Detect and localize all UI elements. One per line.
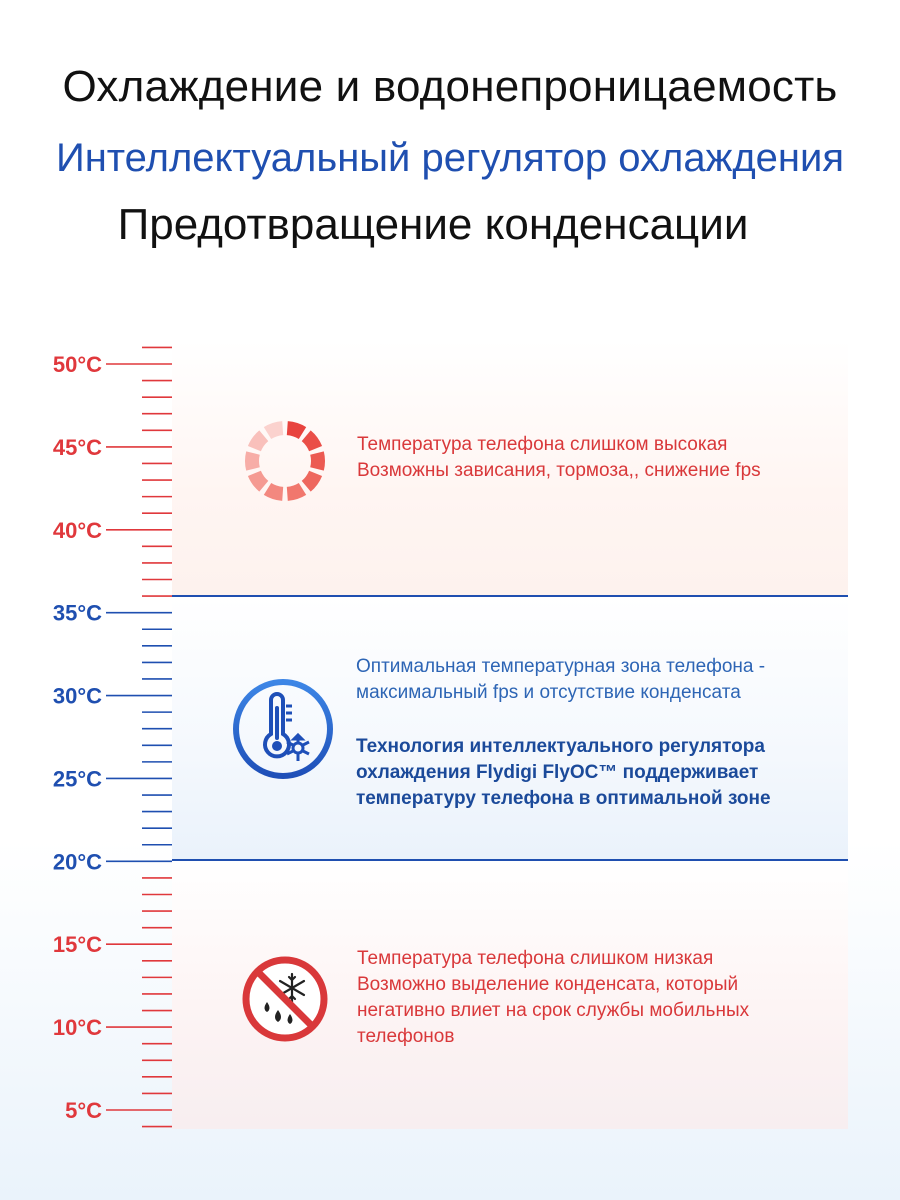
thermometer-snowflake-icon xyxy=(230,676,336,782)
ring-segment xyxy=(287,428,302,433)
ring-segment xyxy=(306,436,315,449)
temperature-label: 20°C xyxy=(52,849,102,875)
optimal-zone-line: Оптимальная температурная зона телефона - xyxy=(356,656,766,677)
optimal-zone-line: максимальный fps и отсутствие конденсата xyxy=(356,682,741,703)
zone-divider-20 xyxy=(172,859,848,861)
temperature-label: 30°C xyxy=(52,683,102,709)
hot-zone-line: Возможны зависания, тормоза,, снижение fps xyxy=(357,460,761,481)
technology-line: температуру телефона в оптимальной зоне xyxy=(356,788,771,809)
cold-zone-line: негативно влиет на срок службы мобильных xyxy=(357,1000,750,1021)
cold-zone-description xyxy=(357,946,749,1050)
zone-divider-35 xyxy=(172,595,848,597)
temperature-label: 40°C xyxy=(52,517,102,543)
overheat-ring-icon xyxy=(240,416,330,506)
cold-zone-line: Температура телефона слишком низкая xyxy=(357,948,714,969)
ring-segment xyxy=(317,453,318,469)
ring-segment xyxy=(252,453,253,469)
temperature-label: 5°C xyxy=(65,1098,102,1123)
ring-segment xyxy=(268,489,283,494)
temperature-label: 50°C xyxy=(52,352,102,377)
temperature-label: 25°C xyxy=(52,766,102,792)
ring-segment xyxy=(254,473,263,486)
title-smart-cooling-regulator: Интеллектуальный регулятор охлаждения xyxy=(55,136,845,180)
hot-zone-line: Температура телефона слишком высокая xyxy=(357,434,728,455)
hot-zone-description xyxy=(357,432,761,484)
title-cooling-waterproof: Охлаждение и водонепроницаемость xyxy=(62,62,838,111)
optimal-zone-description xyxy=(356,654,765,706)
technology-line: охлаждения Flydigi FlyOC™ поддерживает xyxy=(356,762,759,783)
flyoc-technology-description xyxy=(356,734,771,812)
ring-segment xyxy=(287,489,302,494)
cold-zone-line: Возможно выделение конденсата, который xyxy=(357,974,739,995)
temperature-label: 35°C xyxy=(52,600,102,626)
technology-line: Технология интеллектуального регулятора xyxy=(356,736,765,757)
ring-segment xyxy=(306,473,315,486)
temperature-label: 10°C xyxy=(52,1015,102,1041)
temperature-label: 15°C xyxy=(52,932,102,958)
no-condensation-icon xyxy=(240,954,330,1044)
ring-segment xyxy=(268,428,283,433)
temperature-label: 45°C xyxy=(52,434,102,460)
ring-segment xyxy=(254,436,263,449)
title-condensation-prevention: Предотвращение конденсации xyxy=(117,200,749,249)
cold-zone-line: телефонов xyxy=(357,1026,455,1047)
